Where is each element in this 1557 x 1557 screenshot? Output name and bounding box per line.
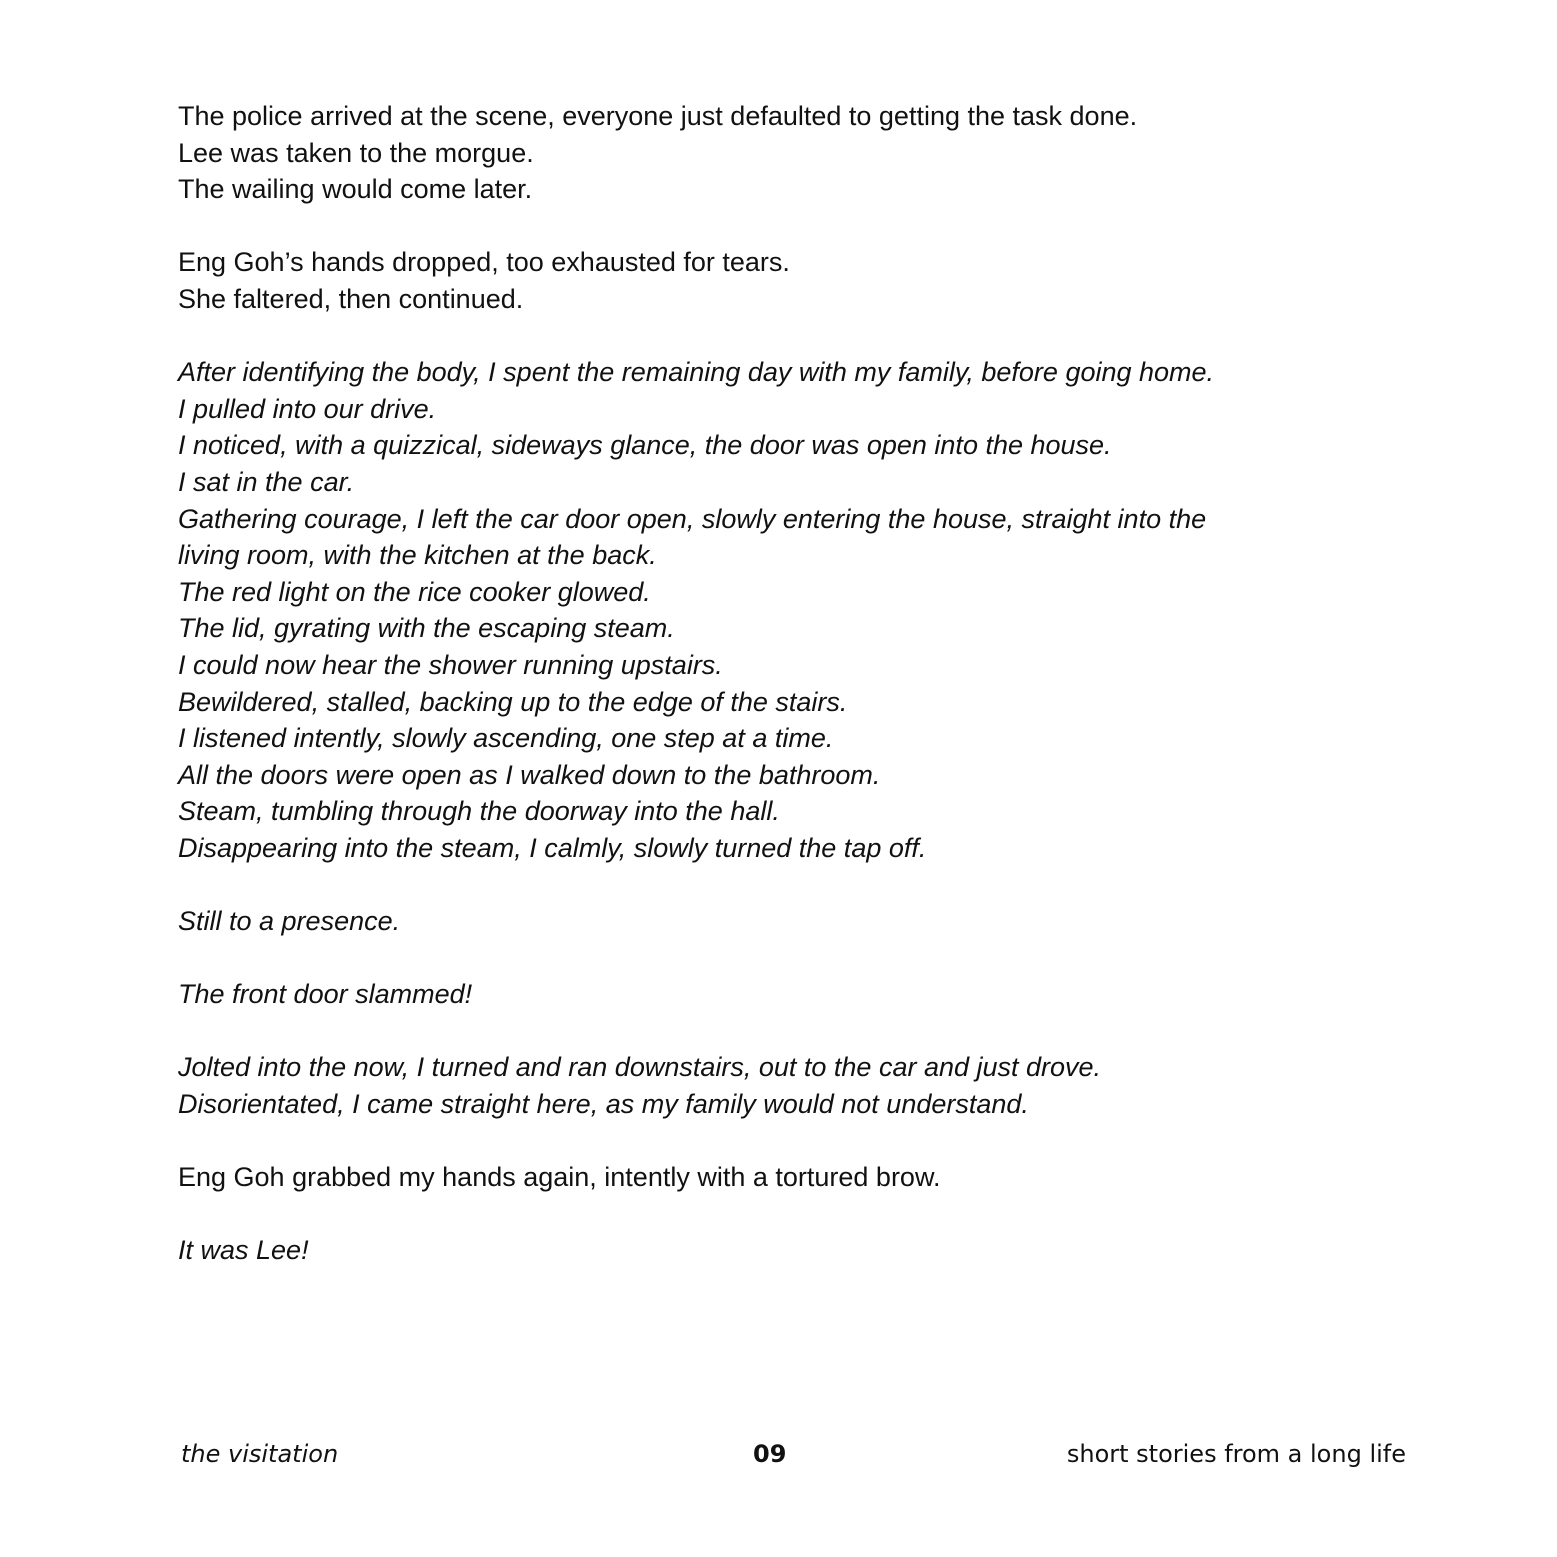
- text-line: The front door slammed!: [178, 979, 473, 1010]
- text-line: I could now hear the shower running upstairs.: [178, 649, 723, 680]
- text-line: Disappearing into the steam, I calmly, slowly turned the tap off.: [178, 832, 927, 863]
- text-line: Eng Goh grabbed my hands again, intently with a tortured brow.: [178, 1162, 941, 1193]
- text-line: The red light on the rice cooker glowed.: [178, 576, 651, 607]
- text-line: The lid, gyrating with the escaping steam.: [178, 613, 675, 644]
- text-line: I sat in the car.: [178, 466, 355, 497]
- footer-story-title: the visitation: [181, 1440, 339, 1468]
- page-number: 09: [753, 1440, 787, 1468]
- page-footer: [0, 1436, 1557, 1472]
- text-line: Still to a presence.: [178, 906, 401, 937]
- text-line: The wailing would come later.: [178, 174, 533, 205]
- text-line: Disorientated, I came straight here, as my family would not understand.: [178, 1089, 1029, 1120]
- text-line: I listened intently, slowly ascending, one step at a time.: [178, 723, 834, 754]
- italic-paragraph: [178, 903, 1418, 940]
- text-line: The police arrived at the scene, everyone just defaulted to getting the task done.: [178, 101, 1138, 131]
- text-line: Eng Goh’s hands dropped, too exhausted for tears.: [178, 247, 790, 278]
- paragraph: [178, 98, 1418, 208]
- italic-paragraph: [178, 1049, 1418, 1122]
- text-line: Gathering courage, I left the car door open, slowly entering the house, straight into the: [178, 503, 1207, 534]
- italic-paragraph: [178, 354, 1418, 866]
- text-line: Steam, tumbling through the doorway into the hall.: [178, 796, 780, 827]
- text-line: Jolted into the now, I turned and ran downstairs, out to the car and just drove.: [178, 1052, 1102, 1083]
- text-line: It was Lee!: [178, 1235, 309, 1266]
- text-line: I noticed, with a quizzical, sideways glance, the door was open into the house.: [178, 430, 1112, 461]
- italic-paragraph: [178, 1232, 1418, 1269]
- text-line: Bewildered, stalled, backing up to the edge of the stairs.: [178, 686, 848, 717]
- paragraph: [178, 244, 1418, 317]
- text-line: Lee was taken to the morgue.: [178, 137, 534, 168]
- text-line: She faltered, then continued.: [178, 283, 524, 314]
- text-line: All the doors were open as I walked down to the bathroom.: [178, 759, 881, 790]
- text-line: I pulled into our drive.: [178, 393, 437, 424]
- paragraph: [178, 1159, 1418, 1196]
- text-line: living room, with the kitchen at the back.: [178, 540, 657, 571]
- footer-book-title: short stories from a long life: [1066, 1440, 1406, 1468]
- text-line: After identifying the body, I spent the remaining day with my family, before going home.: [178, 357, 1215, 388]
- italic-paragraph: [178, 976, 1418, 1013]
- story-body: [178, 98, 1418, 1306]
